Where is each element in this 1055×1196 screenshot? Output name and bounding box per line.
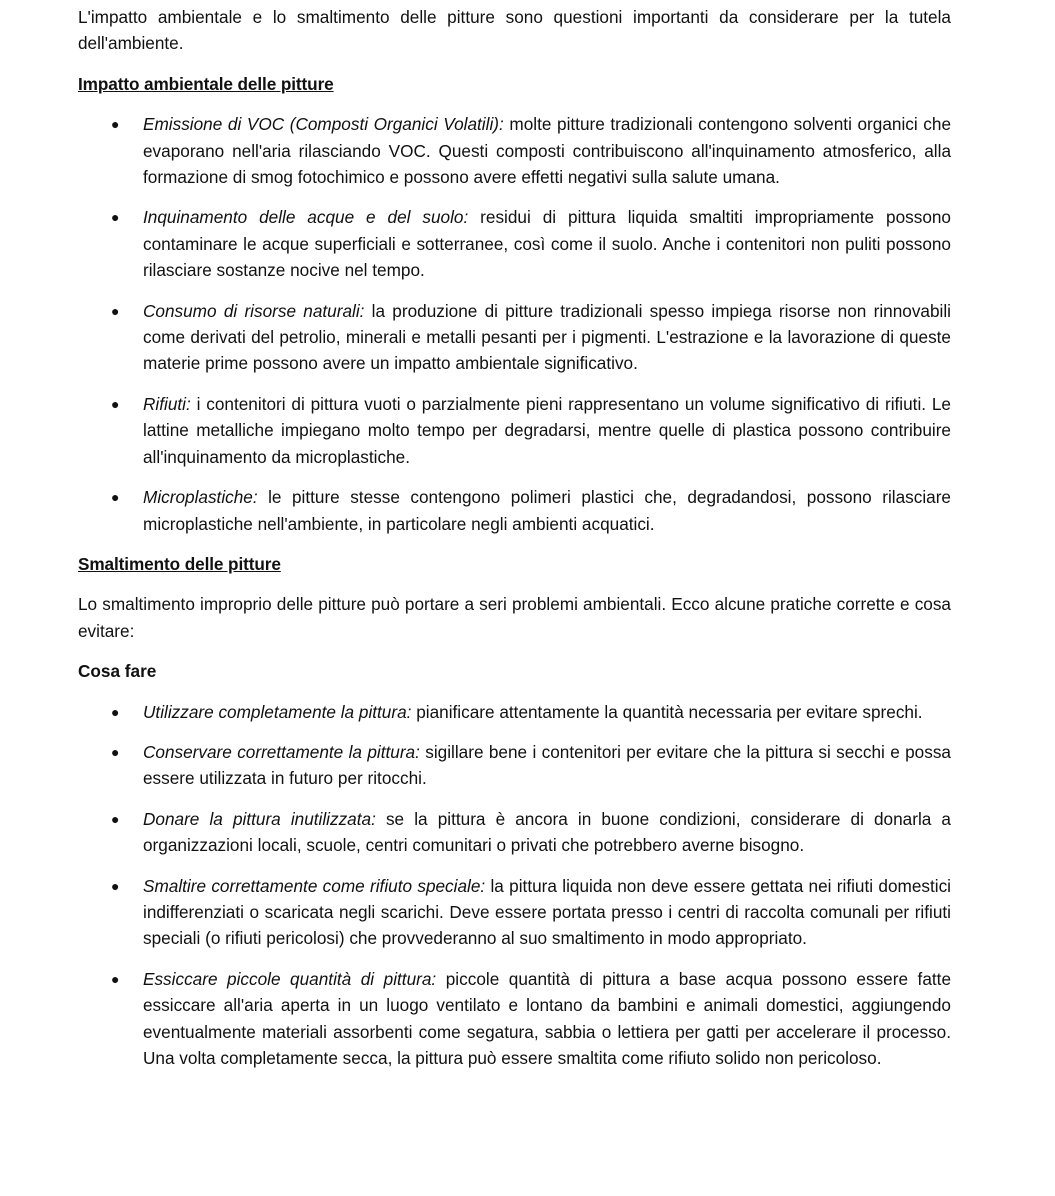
- list-item: [78, 873, 951, 952]
- item-text: la produzione di pitture tradizionali spesso impiega risorse non rinnovabili come derivati del petrolio, minerali e metalli pesanti per i pigmenti. L'estrazione e la lavorazione di queste materie prime possono avere un impatto ambientale significativo.: [143, 300, 951, 374]
- item-term: Consumo di risorse naturali:: [143, 300, 365, 321]
- bullet-icon: ●: [111, 810, 120, 827]
- item-term: Donare la pittura inutilizzata:: [143, 808, 376, 829]
- item-text: la pittura liquida non deve essere gettata nei rifiuti domestici indifferenziati o scaricata negli scarichi. Deve essere portata presso i centri di raccolta comunali per rifiuti speciali (o rifiuti pericolosi) che provvederanno al suo smaltimento in modo appropriato.: [143, 875, 951, 949]
- item-text: i contenitori di pittura vuoti o parzialmente pieni rappresentano un volume significativo di rifiuti. Le lattine metalliche impiegano molto tempo per degradarsi, mentre quelle di plastica possono contribuire all'inquinamento da microplastiche.: [143, 393, 951, 467]
- item-text: se la pittura è ancora in buone condizioni, considerare di donarla a organizzazioni locali, scuole, centri comunitari o privati che potrebbero averne bisogno.: [143, 808, 951, 856]
- disposal-list: [78, 699, 951, 1072]
- list-item: [78, 204, 951, 283]
- smaltimento-paragraph: Lo smaltimento improprio delle pitture può portare a seri problemi ambientali. Ecco alcune pratiche corrette e cosa evitare:: [78, 594, 951, 641]
- impact-list: [78, 111, 951, 537]
- item-text: le pitture stesse contengono polimeri plastici che, degradandosi, possono rilasciare microplastiche nell'ambiente, in particolare negli ambienti acquatici.: [143, 487, 951, 534]
- item-term: Microplastiche:: [143, 487, 258, 508]
- bullet-icon: ●: [111, 209, 120, 226]
- list-item: [78, 391, 951, 470]
- bullet-icon: ●: [111, 489, 120, 506]
- item-term: Emissione di VOC (Composti Organici Volatili):: [143, 114, 504, 135]
- section-heading-smaltimento: Smaltimento delle pitture: [78, 553, 281, 574]
- item-text: piccole quantità di pittura a base acqua possono essere fatte essiccare all'aria aperta in un luogo ventilato e lontano da bambini e animali domestici, aggiungendo eventualmente materiali assorbenti come segatura, sabbia o lettiera per gatti per accelerare il processo. Una volta completamente secca, la pittura può essere smaltita come rifiuto solido non pericoloso.: [143, 968, 951, 1068]
- bullet-icon: ●: [111, 116, 120, 133]
- list-item: [78, 739, 951, 792]
- bullet-icon: ●: [111, 970, 120, 987]
- list-item: [78, 699, 951, 725]
- document-page: [78, 4, 951, 1071]
- bullet-icon: ●: [111, 302, 120, 319]
- item-term: Inquinamento delle acque e del suolo:: [143, 207, 469, 228]
- list-item: [78, 484, 951, 537]
- intro-paragraph: L'impatto ambientale e lo smaltimento delle pitture sono questioni importanti da considerare per la tutela dell'ambiente.: [78, 7, 951, 54]
- section-heading-impatto: Impatto ambientale delle pitture: [78, 73, 334, 94]
- item-term: Rifiuti:: [143, 393, 191, 414]
- bullet-icon: ●: [111, 703, 120, 720]
- list-item: [78, 298, 951, 377]
- item-text: pianificare attentamente la quantità necessaria per evitare sprechi.: [411, 701, 923, 722]
- item-term: Smaltire correttamente come rifiuto speciale:: [143, 875, 486, 896]
- bullet-icon: ●: [111, 877, 120, 894]
- item-term: Utilizzare completamente la pittura:: [143, 701, 412, 722]
- subheading-cosa-fare: Cosa fare: [78, 661, 157, 682]
- bullet-icon: ●: [111, 743, 120, 760]
- list-item: [78, 966, 951, 1072]
- item-text: sigillare bene i contenitori per evitare che la pittura si secchi e possa essere utilizzata in futuro per ritocchi.: [143, 741, 951, 789]
- bullet-icon: ●: [111, 395, 120, 412]
- item-text: residui di pittura liquida smaltiti impropriamente possono contaminare le acque superficiali e sotterranee, così come il suolo. Anche i contenitori non puliti possono rilasciare sostanze nocive nel tempo.: [143, 207, 951, 281]
- item-term: Conservare correttamente la pittura:: [143, 741, 420, 762]
- list-item: [78, 111, 951, 190]
- item-text: molte pitture tradizionali contengono solventi organici che evaporano nell'aria rilasciando VOC. Questi composti contribuiscono all'inquinamento atmosferico, alla formazione di smog fotochimico e possono avere effetti negativi sulla salute umana.: [143, 114, 952, 188]
- list-item: [78, 806, 951, 859]
- item-term: Essiccare piccole quantità di pittura:: [143, 968, 437, 989]
